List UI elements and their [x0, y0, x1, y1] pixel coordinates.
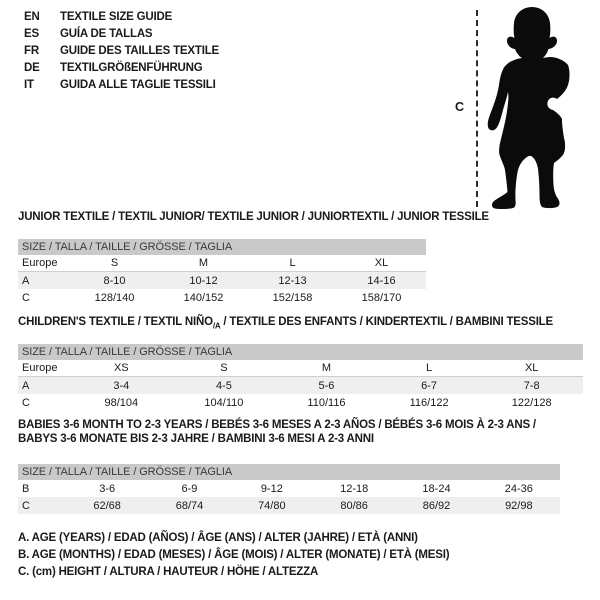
- legend-line-b: B. AGE (MONTHS) / EDAD (MESES) / ÂGE (MOIS) / ALTER (MONATE) / ETÀ (MESI): [18, 549, 450, 561]
- junior-table-title: JUNIOR TEXTILE / TEXTIL JUNIOR/ TEXTILE JUNIOR / JUNIORTEXTIL / JUNIOR TESSILE: [18, 211, 489, 223]
- babies-title-line2: BABYS 3-6 MONATE BIS 2-3 JAHRE / BAMBINI 3-6 MESI A 2-3 ANNI: [18, 433, 374, 445]
- children-title-text: / TEXTILE DES ENFANTS / KINDERTEXTIL / BAMBINI TESSILE: [220, 316, 553, 328]
- children-title-text: CHILDREN'S TEXTILE / TEXTIL NIÑO: [18, 316, 213, 328]
- table-row: [18, 497, 560, 514]
- age-cell: 9-12: [260, 482, 283, 495]
- language-label: TEXTILE SIZE GUIDE: [60, 10, 173, 23]
- language-label: TEXTILGRÖßENFÜHRUNG: [60, 61, 203, 74]
- height-cell: 68/74: [175, 499, 204, 512]
- height-cell: 62/68: [93, 499, 121, 512]
- babies-table-title: [18, 419, 536, 447]
- junior-size-header-bar: SIZE / TALLA / TAILLE / GRÖSSE / TAGLIA: [18, 239, 426, 255]
- legend-line-a: A. AGE (YEARS) / EDAD (AÑOS) / ÂGE (ANS) / ALTER (JAHRE) / ETÀ (ANNI): [18, 532, 418, 544]
- height-cell: 74/80: [258, 499, 286, 512]
- age-cell: 8-10: [103, 274, 126, 287]
- table-row: [18, 480, 560, 497]
- babies-table: [18, 464, 560, 514]
- table-row: [18, 360, 583, 377]
- language-code: EN: [24, 10, 40, 23]
- height-cell: 128/140: [94, 291, 135, 304]
- age-cell: 10-12: [189, 274, 218, 287]
- height-cell: 92/98: [505, 499, 533, 512]
- size-cell: S: [220, 362, 228, 374]
- language-row-fr: [24, 42, 219, 59]
- size-cell: XL: [524, 362, 539, 374]
- height-cell: 116/122: [409, 396, 449, 409]
- baby-silhouette-icon: [483, 7, 573, 209]
- table-row: [18, 377, 583, 394]
- table-row: [18, 255, 426, 272]
- size-cell: XS: [113, 362, 129, 374]
- height-cell: 104/110: [204, 396, 244, 409]
- age-cell: 3-6: [99, 482, 116, 495]
- language-row-it: [24, 76, 219, 93]
- height-cell: 98/104: [104, 396, 139, 409]
- size-cell: L: [289, 257, 296, 269]
- age-cell: 14-16: [367, 274, 396, 287]
- row-label: A: [22, 379, 30, 392]
- age-cell: 6-7: [421, 379, 438, 392]
- language-header: [24, 8, 219, 93]
- age-cell: 4-5: [215, 379, 232, 392]
- language-code: DE: [24, 61, 40, 74]
- children-table: [18, 344, 583, 411]
- age-cell: 3-4: [113, 379, 130, 392]
- language-row-en: [24, 8, 219, 25]
- children-title-sub: /A: [212, 321, 221, 331]
- table-row: [18, 272, 426, 289]
- language-label: GUIDE DES TAILLES TEXTILE: [60, 44, 219, 57]
- language-row-es: [24, 25, 219, 42]
- legend-line-c: C. (cm) HEIGHT / ALTURA / HAUTEUR / HÖHE / ALTEZZA: [18, 566, 319, 578]
- language-row-de: [24, 59, 219, 76]
- age-cell: 24-36: [504, 482, 533, 495]
- height-cell: 152/158: [272, 291, 313, 304]
- baby-figure-area: [450, 0, 600, 215]
- size-cell: XL: [374, 257, 389, 269]
- language-code: ES: [24, 27, 39, 40]
- age-cell: 12-13: [278, 274, 307, 287]
- height-cell: 80/86: [340, 499, 368, 512]
- height-cell: 110/116: [307, 396, 346, 409]
- size-cell: M: [321, 362, 332, 374]
- table-row: [18, 394, 583, 411]
- junior-table: [18, 239, 426, 306]
- age-cell: 12-18: [340, 482, 369, 495]
- size-cell: M: [198, 257, 209, 269]
- row-label: C: [22, 499, 30, 512]
- age-cell: 5-6: [318, 379, 335, 392]
- size-cell: L: [426, 362, 433, 374]
- row-label: Europe: [22, 257, 58, 269]
- row-label: C: [22, 291, 30, 304]
- language-label: GUÍA DE TALLAS: [60, 27, 153, 40]
- age-cell: 7-8: [523, 379, 540, 392]
- height-cell: 158/170: [361, 291, 402, 304]
- height-cell: 122/128: [511, 396, 552, 409]
- language-code: IT: [24, 78, 34, 91]
- language-code: FR: [24, 44, 39, 57]
- row-label: Europe: [22, 362, 58, 374]
- language-label: GUIDA ALLE TAGLIE TESSILI: [60, 78, 216, 91]
- age-cell: 6-9: [181, 482, 198, 495]
- measurement-legend: [18, 532, 449, 583]
- height-measure-label: C: [455, 100, 465, 114]
- height-cell: 86/92: [422, 499, 451, 512]
- height-cell: 140/152: [183, 291, 224, 304]
- children-table-title: [18, 316, 553, 330]
- table-row: [18, 289, 426, 306]
- row-label: A: [22, 274, 30, 287]
- height-measure-dashed-line: [476, 10, 478, 207]
- row-label: C: [22, 396, 30, 409]
- babies-title-line1: BABIES 3-6 MONTH TO 2-3 YEARS / BEBÉS 3-6 MESES A 2-3 AÑOS / BÉBÉS 3-6 MOIS À 2-3 ANS /: [18, 419, 536, 431]
- babies-size-header-bar: SIZE / TALLA / TAILLE / GRÖSSE / TAGLIA: [18, 464, 560, 480]
- age-cell: 18-24: [422, 482, 451, 495]
- children-size-header-bar: SIZE / TALLA / TAILLE / GRÖSSE / TAGLIA: [18, 344, 583, 360]
- row-label: B: [22, 482, 30, 495]
- size-cell: S: [110, 257, 119, 269]
